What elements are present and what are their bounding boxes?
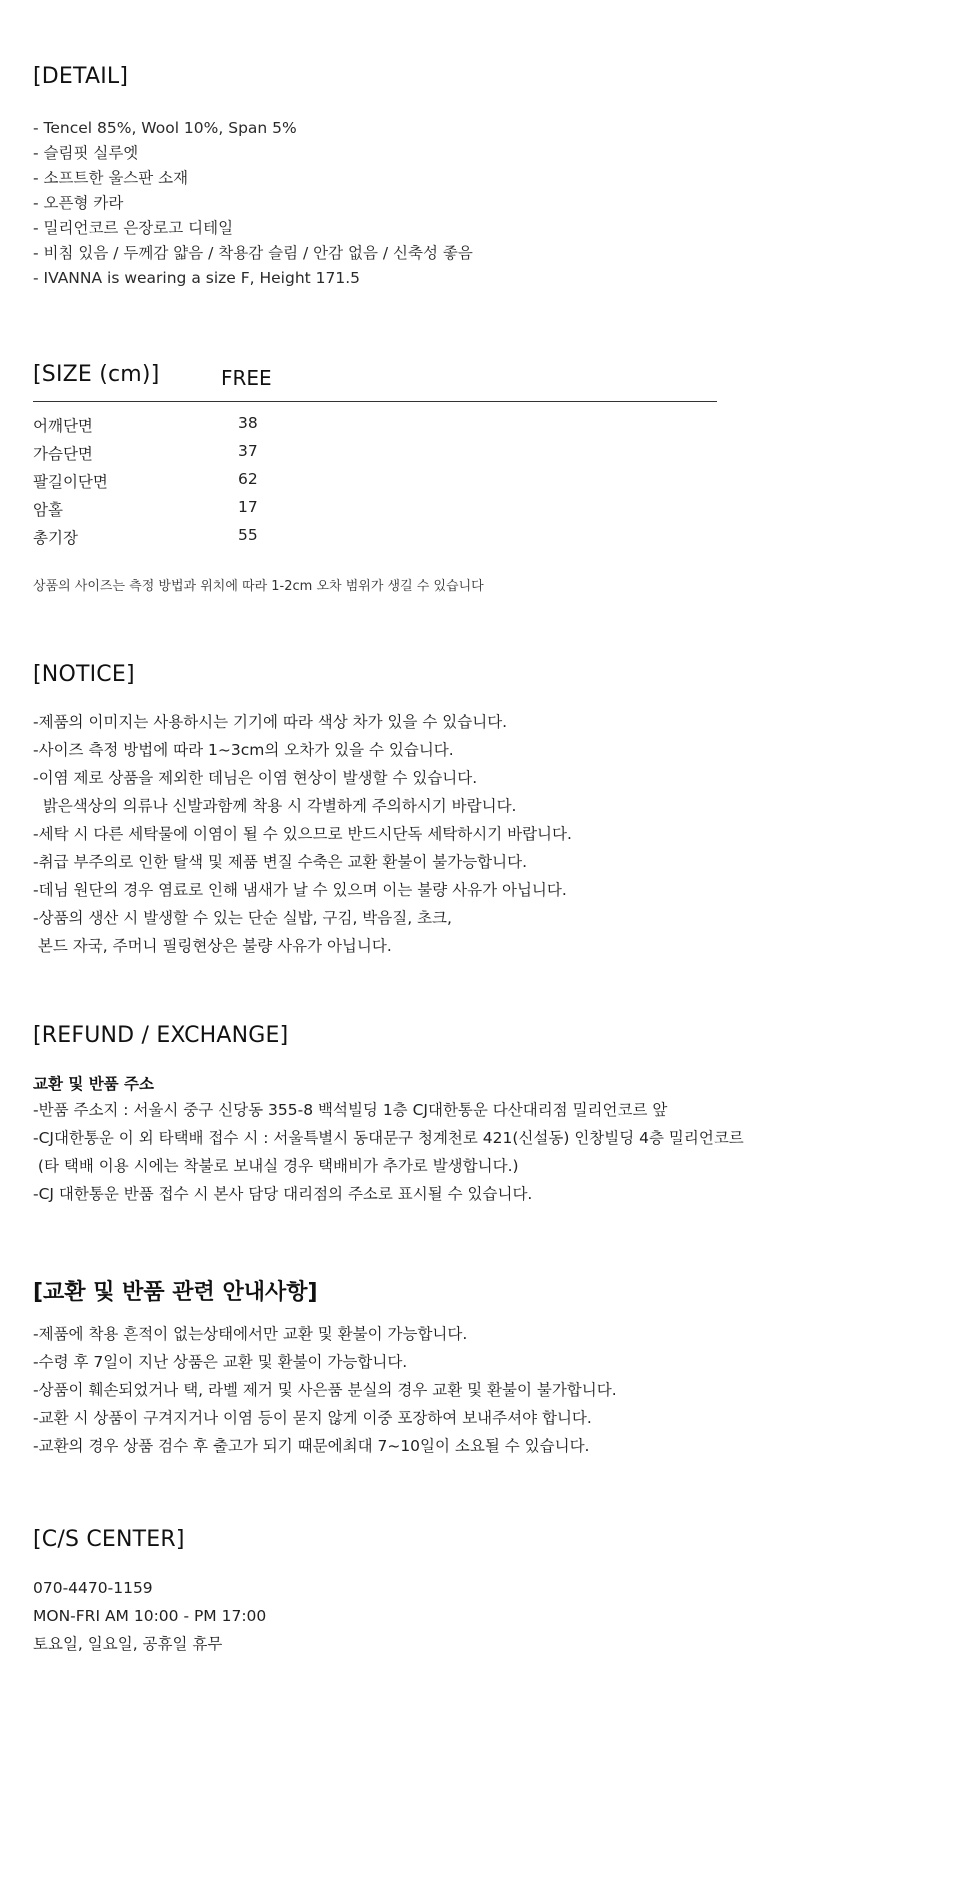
notice-line: 본드 자국, 주머니 필링현상은 불량 사유가 아닙니다. [33,937,392,955]
notice-line: -취급 부주의로 인한 탈색 및 제품 변질 수축은 교환 환불이 불가능합니다. [33,853,528,871]
detail-line: - 슬림핏 실루엣 [33,144,139,162]
detail-line: - 오픈형 카라 [33,194,124,212]
cs-closed-days: 토요일, 일요일, 공휴일 휴무 [33,1635,223,1653]
size-row-value: 38 [238,414,258,432]
size-row-value: 62 [238,470,258,488]
size-row-value: 37 [238,442,258,460]
detail-list [33,116,473,291]
exchange-guide-line: -수령 후 7일이 지난 상품은 교환 및 환불이 가능합니다. [33,1353,408,1371]
exchange-guide-line: -교환 시 상품이 구겨지거나 이염 등이 묻지 않게 이중 포장하여 보내주셔야 합니다. [33,1409,592,1427]
refund-line: -반품 주소지 : 서울시 중구 신당동 355-8 백석빌딩 1층 CJ대한통운 다산대리점 밀리언코르 앞 [33,1101,668,1119]
size-row-value: 17 [238,498,258,516]
cs-phone: 070-4470-1159 [33,1579,153,1597]
detail-heading: [DETAIL] [33,64,129,89]
cs-hours: MON-FRI AM 10:00 - PM 17:00 [33,1607,267,1625]
notice-line: -제품의 이미지는 사용하시는 기기에 따라 색상 차가 있을 수 있습니다. [33,713,508,731]
detail-line: - Tencel 85%, Wool 10%, Span 5% [33,119,297,137]
exchange-guide-line: -교환의 경우 상품 검수 후 출고가 되기 때문에최대 7~10일이 소요될 수 있습니다. [33,1437,590,1455]
cs-heading: [C/S CENTER] [33,1527,185,1552]
detail-line: - 소프트한 울스판 소재 [33,169,189,187]
notice-heading: [NOTICE] [33,662,135,687]
notice-line: -세탁 시 다른 세탁물에 이염이 될 수 있으므로 반드시단독 세탁하시기 바랍니다. [33,825,572,843]
exchange-guide-list [33,1320,617,1460]
notice-line: -데님 원단의 경우 염료로 인해 냄새가 날 수 있으며 이는 불량 사유가 아닙니다. [33,881,567,899]
size-column-header: FREE [221,366,272,390]
size-row-value: 55 [238,526,258,544]
size-row-label: 총기장 [33,529,78,547]
refund-heading: [REFUND / EXCHANGE] [33,1023,289,1048]
refund-line: -CJ 대한통운 반품 접수 시 본사 담당 대리점의 주소로 표시될 수 있습니다. [33,1185,533,1203]
size-row-label: 팔길이단면 [33,473,108,491]
size-row-label: 암홀 [33,501,63,519]
notice-line: -사이즈 측정 방법에 따라 1~3cm의 오차가 있을 수 있습니다. [33,741,454,759]
size-heading: [SIZE (cm)] [33,362,160,387]
size-row-label: 가슴단면 [33,445,93,463]
refund-line: (타 택배 이용 시에는 착불로 보내실 경우 택배비가 추가로 발생합니다.) [33,1157,519,1175]
detail-line: - 밀리언코르 은장로고 디테일 [33,219,234,237]
notice-line: 밝은색상의 의류나 신발과함께 착용 시 각별하게 주의하시기 바랍니다. [33,797,517,815]
exchange-guide-heading: [교환 및 반품 관련 안내사항] [33,1280,318,1305]
size-note: 상품의 사이즈는 측정 방법과 위치에 따라 1-2cm 오차 범위가 생길 수 있습니다 [33,579,484,594]
refund-list [33,1096,744,1208]
size-table-divider [33,401,717,402]
notice-line: -상품의 생산 시 발생할 수 있는 단순 실밥, 구김, 박음질, 초크, [33,909,452,927]
refund-line: -CJ대한통운 이 외 타택배 접수 시 : 서울특별시 동대문구 청계천로 421(신설동) 인창빌딩 4층 밀리언코르 [33,1129,744,1147]
exchange-guide-line: -상품이 훼손되었거나 택, 라벨 제거 및 사은품 분실의 경우 교환 및 환불이 불가합니다. [33,1381,617,1399]
size-row-label: 어깨단면 [33,417,93,435]
notice-line: -이염 제로 상품을 제외한 데님은 이염 현상이 발생할 수 있습니다. [33,769,478,787]
exchange-guide-line: -제품에 착용 흔적이 없는상태에서만 교환 및 환불이 가능합니다. [33,1325,468,1343]
refund-subtitle: 교환 및 반품 주소 [33,1075,155,1093]
notice-list [33,708,572,960]
detail-line: - IVANNA is wearing a size F, Height 171.5 [33,269,361,287]
detail-line: - 비침 있음 / 두께감 얇음 / 착용감 슬림 / 안감 없음 / 신축성 좋음 [33,244,473,262]
cs-info [33,1574,266,1658]
